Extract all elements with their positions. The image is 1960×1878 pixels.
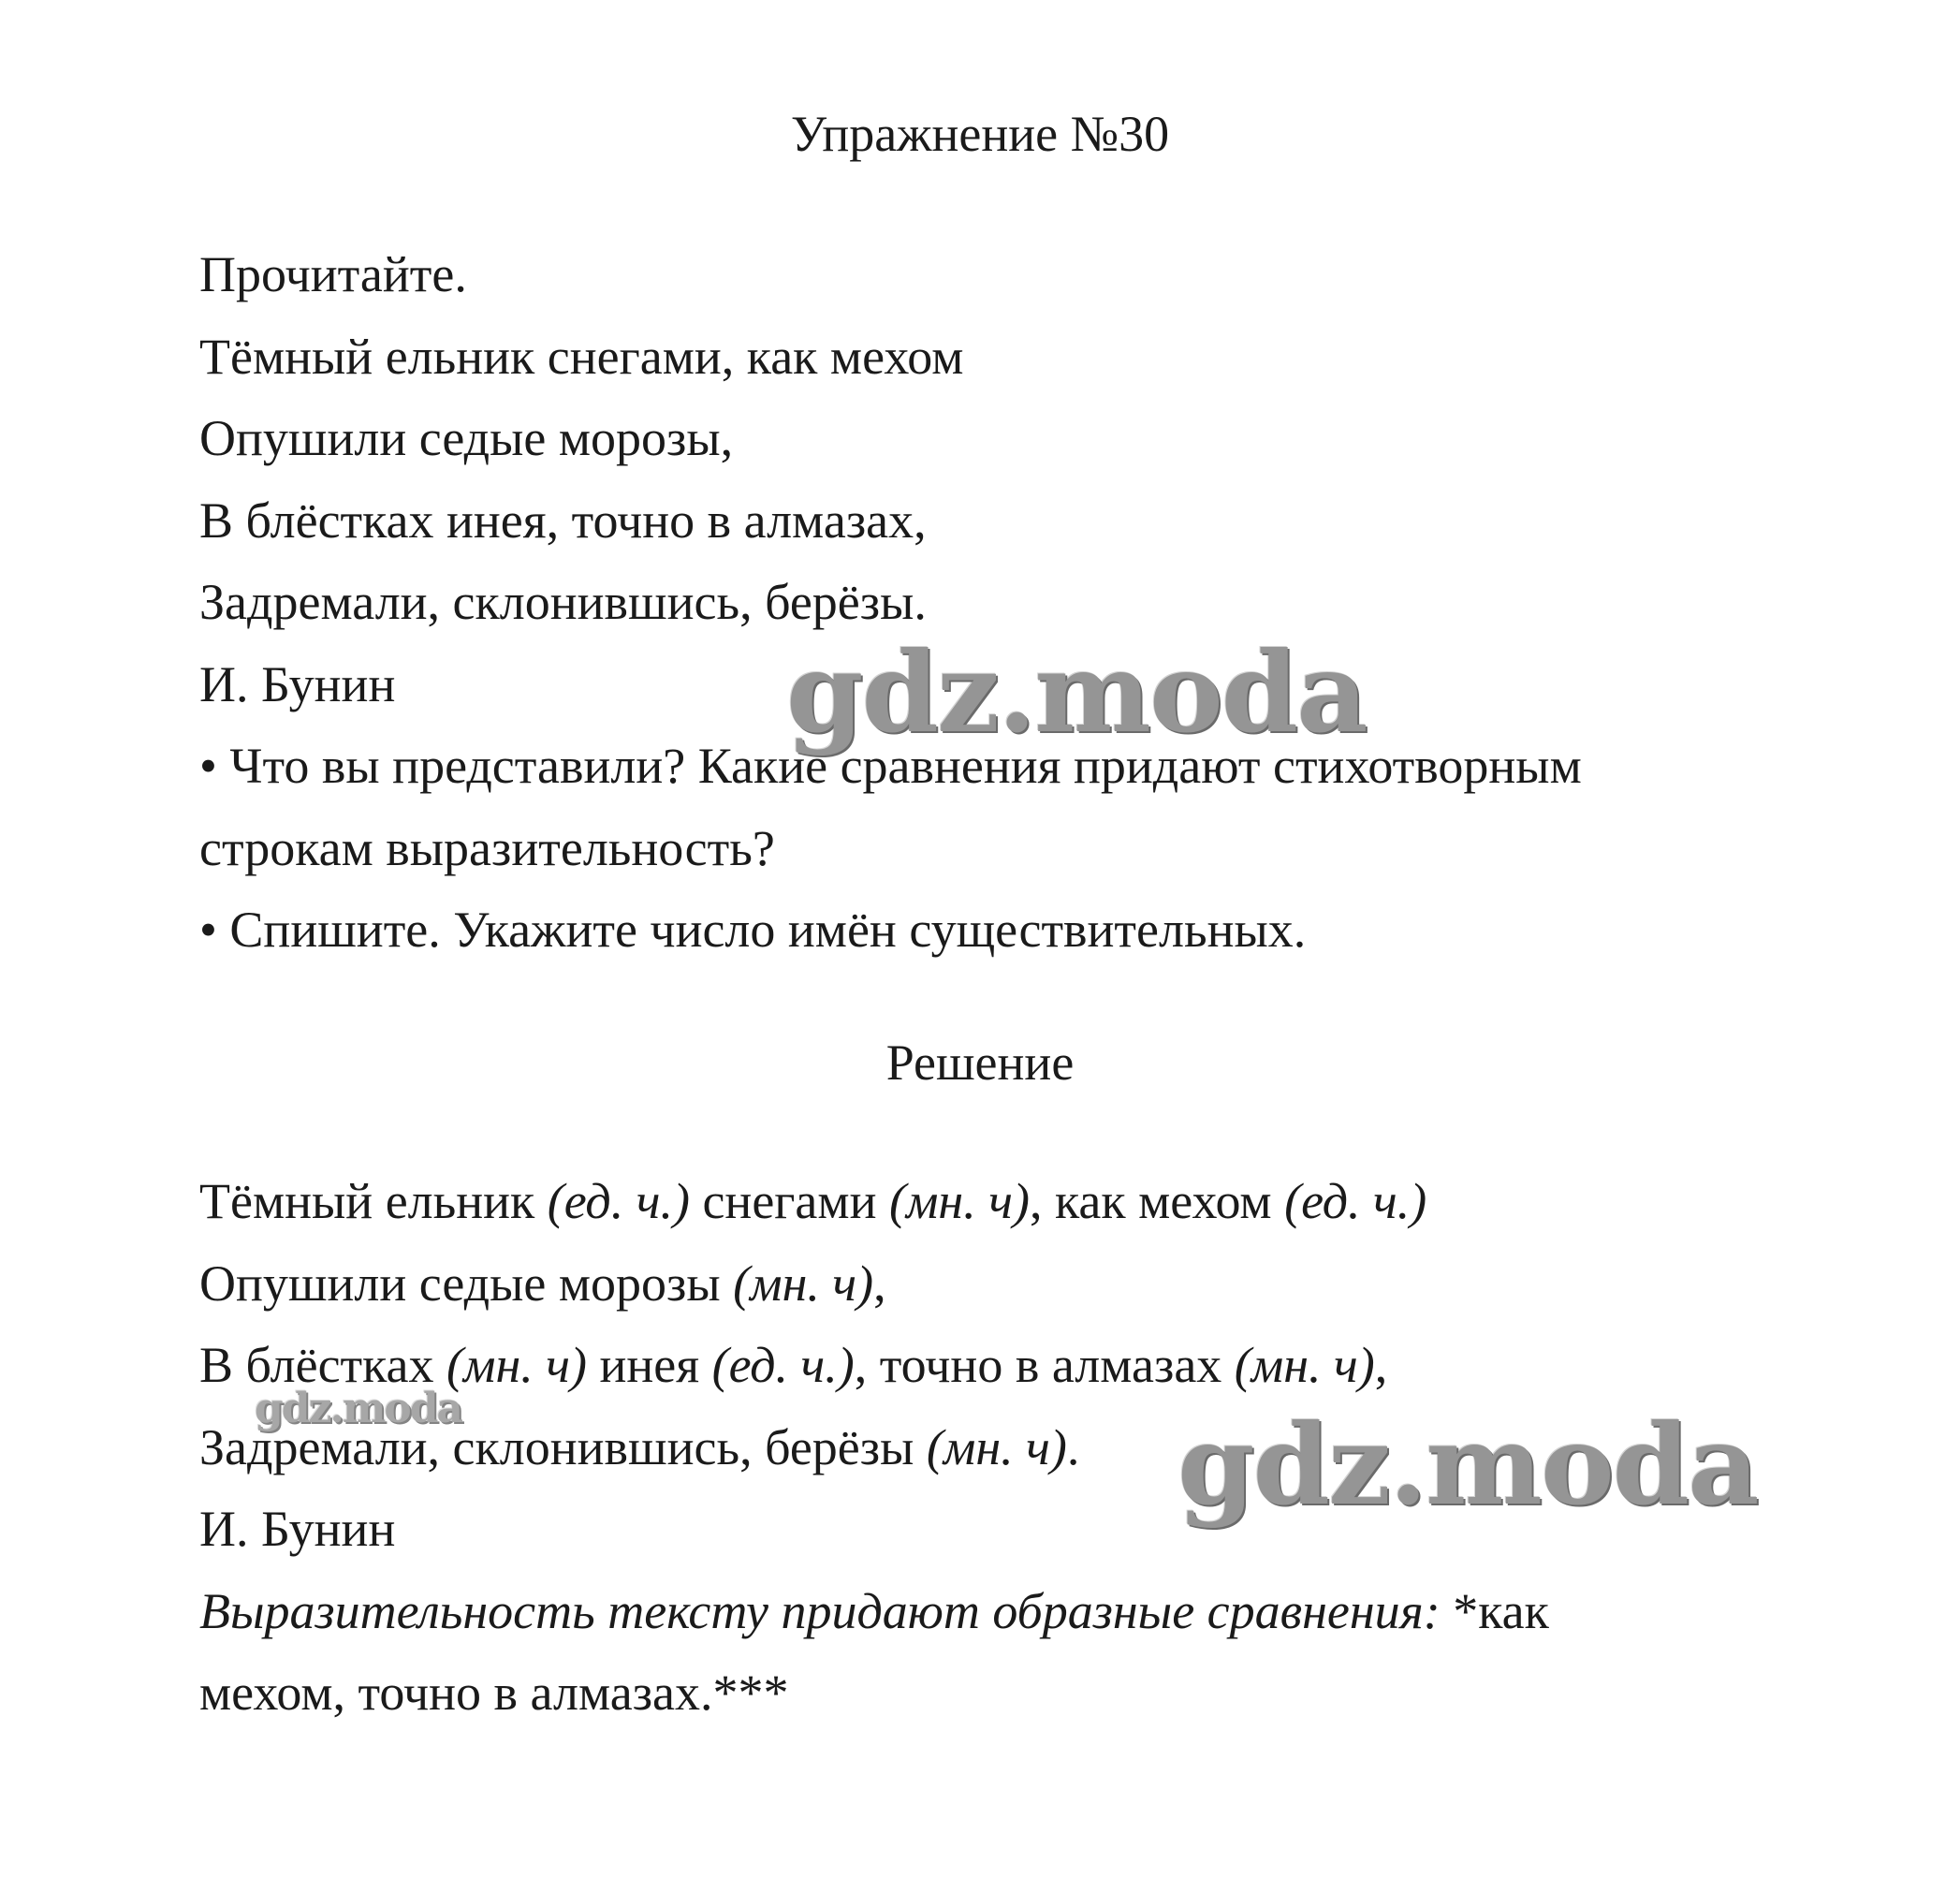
answer-note-text: *как [1453, 1582, 1549, 1639]
watermark-logo-small: gdz.moda [255, 1385, 462, 1432]
number-mark: (мн. ч) [733, 1254, 874, 1312]
answer-author: И. Бунин [199, 1501, 396, 1557]
poem-author: И. Бунин [199, 655, 396, 712]
answer-text: инея [587, 1337, 712, 1393]
answer-text: Опушили седые морозы [199, 1254, 734, 1312]
answer-line-1 [199, 1161, 1791, 1243]
solution-title: Решение [885, 1034, 1075, 1091]
task-text [199, 234, 1791, 972]
answer-text: , [1374, 1337, 1388, 1393]
answer-text: снегами [689, 1173, 889, 1229]
answer-text: , как мехом [1029, 1173, 1285, 1229]
question-line: • Что вы представили? Какие сравнения придают стихотворным [199, 738, 1582, 794]
watermark-logo: gdz.moda [1177, 1400, 1758, 1530]
answer-text: Тёмный ельник [199, 1173, 548, 1229]
answer-note-line-2: мехом, точно в алмазах.*** [199, 1665, 789, 1721]
watermark-logo: gdz.moda [786, 627, 1367, 757]
question-line: • Спишите. Укажите число имён существительных. [199, 902, 1307, 958]
answer-text: , точно в алмазах [854, 1337, 1235, 1393]
number-mark: (ед. ч.) [711, 1337, 855, 1393]
answer-text: Задремали, склонившись, берёзы [199, 1418, 927, 1475]
poem-line: В блёстках инея, точно в алмазах, [199, 492, 927, 549]
poem-line: Опушили седые морозы, [199, 410, 734, 466]
number-mark: (мн. ч) [1234, 1337, 1375, 1393]
answer-note-line-1 [199, 1571, 1791, 1653]
poem-line: Задремали, склонившись, берёзы. [199, 574, 927, 630]
answer-text: . [1066, 1418, 1080, 1475]
number-mark: (мн. ч) [926, 1418, 1067, 1475]
answer-text: , [873, 1254, 886, 1312]
number-mark: (мн. ч) [888, 1173, 1030, 1229]
answer-text: В блёстках [199, 1337, 447, 1393]
number-mark: (ед. ч.) [547, 1173, 690, 1229]
number-mark: (ед. ч.) [1284, 1173, 1427, 1229]
answer-line-2 [199, 1243, 1791, 1326]
poem-line: Тёмный ельник снегами, как мехом [199, 328, 964, 385]
number-mark: (мн. ч) [446, 1337, 587, 1393]
task-line: Прочитайте. [199, 246, 467, 302]
exercise-title: Упражнение №30 [790, 106, 1170, 162]
answer-note-italic: Выразительность тексту придают образные сравнения: [199, 1582, 1454, 1639]
question-line: строкам выразительность? [199, 819, 775, 876]
